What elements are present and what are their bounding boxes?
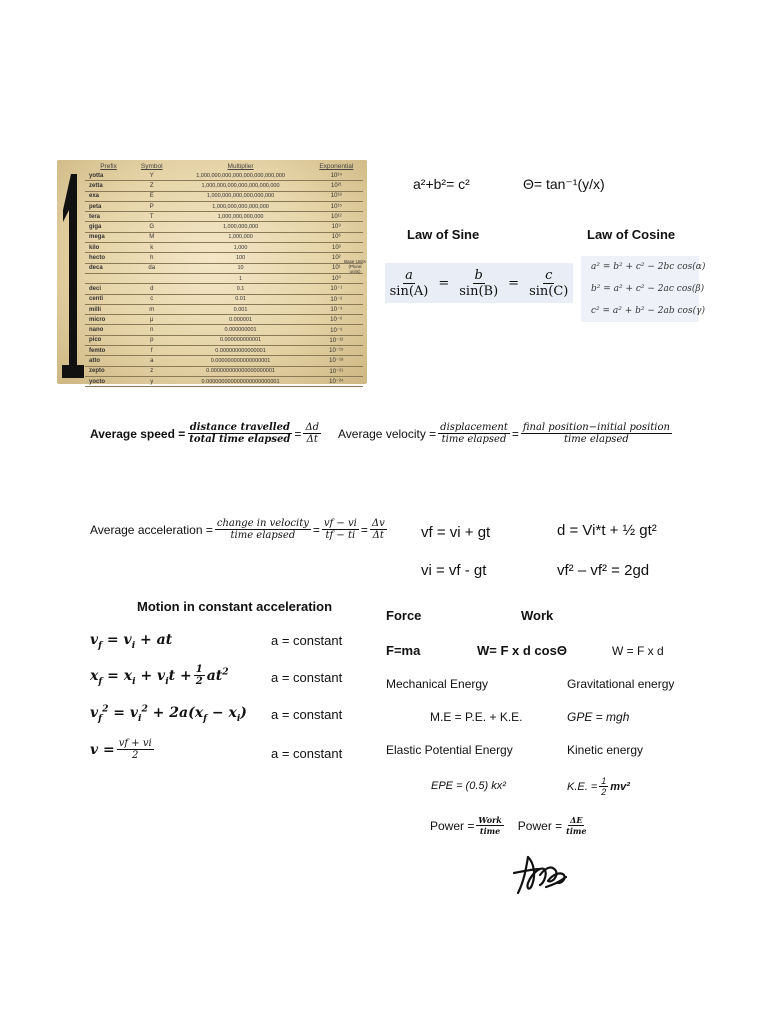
table-cell: 10⁻⁹: [310, 325, 363, 335]
table-row: [85, 315, 363, 325]
table-cell: deca: [85, 263, 132, 273]
table-cell: 1,000,000,000,000,000,000: [171, 191, 309, 201]
formula-label: Power =: [517, 818, 563, 833]
fraction-numerator: displacement: [440, 422, 508, 433]
table-cell: μ: [132, 315, 171, 325]
cosine-equation: a² = b² + c² − 2bc cos(α): [591, 262, 706, 272]
table-cell: 10¹⁸: [310, 191, 363, 201]
fraction-denominator: sin(C): [529, 283, 569, 299]
constant-acceleration-title: Motion in constant acceleration: [137, 599, 333, 614]
table-cell: 0.000000001: [171, 325, 309, 335]
table-cell: 10⁻²: [310, 294, 363, 304]
table-cell: kilo: [85, 243, 132, 253]
column-header: Symbol: [140, 163, 163, 170]
formula-label: Average velocity =: [338, 426, 437, 441]
table-cell: [132, 273, 171, 283]
table-cell: 100: [171, 253, 309, 263]
table-cell: Y: [132, 171, 171, 181]
table-cell: 10⁰: [310, 273, 363, 283]
gravitational-energy-heading: Gravitational energy: [567, 677, 675, 691]
table-cell: yotta: [85, 171, 132, 181]
theta-equation: [523, 176, 605, 193]
table-cell: 1,000,000,000: [171, 222, 309, 232]
table-cell: 10¹⁵: [310, 201, 363, 211]
table-cell: T: [132, 212, 171, 222]
table-row: [85, 263, 363, 273]
table-cell: giga: [85, 222, 132, 232]
force-equation: F=ma: [386, 643, 421, 658]
table-cell: 10³: [310, 243, 363, 253]
table-row: [85, 335, 363, 345]
constant-accel-eq-velocity: $v_f = v_i$ + at: [90, 632, 173, 651]
fraction-numerator: Δd: [305, 422, 320, 433]
table-cell: [85, 273, 132, 283]
handwritten-signature: [510, 853, 570, 897]
kinematics-equation-1: vf = vi + gt: [421, 524, 491, 541]
work-cos-equation: W= F x d cosΘ: [477, 643, 567, 658]
kinetic-energy-equation: [567, 776, 630, 797]
table-row: [85, 243, 363, 253]
fraction-numerator: a: [405, 267, 413, 283]
force-heading: Force: [386, 608, 422, 623]
fraction-denominator: time elapsed: [441, 434, 507, 445]
average-acceleration-formula: Average acceleration = $\frac{\text{change in velocity}}{\text{time elapsed}}$ = $\frac{vf - vi}{tf - ti}$ = $\frac{\Delta v}{\Delta t}$: [90, 518, 385, 541]
table-row: [85, 366, 363, 376]
power-equations: [430, 815, 590, 836]
table-cell: 10²⁴: [310, 171, 363, 181]
constant-label: a = constant: [271, 670, 343, 685]
law-of-sine-heading: Law of Sine: [407, 227, 480, 242]
kinetic-energy-heading: Kinetic energy: [567, 743, 644, 757]
table-cell: 1,000,000,000,000: [171, 212, 309, 222]
table-row: [85, 191, 363, 201]
table-cell: femto: [85, 346, 132, 356]
table-cell: 0.1: [171, 284, 309, 294]
formula-tail: mv²: [610, 780, 630, 793]
table-cell: zepto: [85, 366, 132, 376]
fraction-denominator: Δt: [306, 434, 318, 445]
elastic-energy-equation: EPE = (0.5) kx²: [431, 780, 506, 792]
work-simple-equation: W = F x d: [612, 644, 664, 658]
table-cell: Z: [132, 181, 171, 191]
column-header: Prefix: [100, 163, 117, 170]
table-cell: hecto: [85, 253, 132, 263]
table-row: [85, 284, 363, 294]
table-cell: k: [132, 243, 171, 253]
table-cell: 10⁻²¹: [310, 366, 363, 376]
constant-label: a = constant: [271, 633, 343, 648]
table-cell: 10⁻⁶: [310, 315, 363, 325]
law-of-sine-formula: $\frac{a}{\sin(A)}$ = $\frac{b}{\sin(B)}$ = $\frac{c}{\sin(C)}$: [385, 263, 573, 303]
equation-text: Θ= tan⁻¹(y/x): [523, 176, 605, 192]
fraction-denominator: Δt: [372, 530, 384, 541]
table-row: [85, 222, 363, 232]
table-cell: 1,000,000,000,000,000,000,000,000: [171, 171, 309, 181]
table-row: [85, 294, 363, 304]
table-cell: 0.000000000000001: [171, 346, 309, 356]
fraction-denominator: sin(B): [459, 283, 499, 299]
cosine-equation: b² = a² + c² − 2ac cos(β): [591, 284, 705, 294]
column-header: Multiplier: [227, 163, 254, 170]
table-cell: pico: [85, 335, 132, 345]
table-cell: yocto: [85, 376, 132, 386]
fraction-numerator: final position−initial position: [522, 422, 670, 433]
table-cell: 10: [171, 263, 309, 273]
table-cell: d: [132, 284, 171, 294]
table-cell: 0.000001: [171, 315, 309, 325]
fraction-denominator: time: [566, 826, 587, 836]
constant-accel-eq-velocity-squared: $v_f^2 = v_i^2 + 2a(x_f - x_i)$: [90, 703, 247, 724]
table-cell: da: [132, 263, 171, 273]
table-row: [85, 232, 363, 242]
table-row: [85, 253, 363, 263]
table-cell: mega: [85, 232, 132, 242]
table-cell: 10²¹: [310, 181, 363, 191]
fraction-denominator: time elapsed: [230, 530, 296, 541]
table-cell: nano: [85, 325, 132, 335]
table-cell: exa: [85, 191, 132, 201]
fraction-numerator: distance travelled: [189, 422, 290, 433]
law-of-cosine-heading: Law of Cosine: [587, 227, 676, 242]
table-row: [85, 304, 363, 314]
table-cell: deci: [85, 284, 132, 294]
table-cell: 0.000000000001: [171, 335, 309, 345]
fraction-numerator: change in velocity: [216, 518, 309, 529]
fraction-numerator: b: [474, 267, 483, 283]
fraction-numerator: 1: [601, 776, 607, 786]
table-cell: f: [132, 346, 171, 356]
table-cell: M: [132, 232, 171, 242]
elastic-energy-heading: Elastic Potential Energy: [386, 743, 513, 757]
fraction-denominator: tf − ti: [325, 530, 356, 541]
table-cell: 1,000,000,000,000,000,000,000: [171, 181, 309, 191]
pythagorean-theorem: [413, 176, 470, 192]
constant-accel-eq-average-velocity: v = $\frac{vf + vi}{2}$: [90, 738, 152, 761]
table-row: [85, 273, 363, 283]
table-row: [85, 212, 363, 222]
table-cell: 10⁻³: [310, 304, 363, 314]
work-heading: Work: [521, 608, 554, 623]
gravitational-energy-equation: GPE = mgh: [567, 710, 630, 724]
mechanical-energy-equation: M.E = P.E. + K.E.: [430, 710, 523, 724]
table-cell: atto: [85, 356, 132, 366]
constant-label: a = constant: [271, 707, 343, 722]
fraction-denominator: sin(A): [389, 283, 429, 299]
table-cell: 0.000000000000000000000001: [171, 376, 309, 386]
table-cell: tera: [85, 212, 132, 222]
table-cell: E: [132, 191, 171, 201]
table-cell: z: [132, 366, 171, 376]
constant-accel-eq-position: $x_f = x_i + v_it$ + $\frac{1}{2}$ $at^2$: [90, 664, 229, 687]
table-cell: peta: [85, 201, 132, 211]
fraction-denominator: total time elapsed: [189, 434, 291, 445]
table-row: [85, 171, 363, 181]
table-cell: 10⁹: [310, 222, 363, 232]
average-speed-formula: Average speed = $\frac{\text{distance travelled}}{\text{total time elapsed}}$ = $\frac{\Delta d}{\Delta t}$: [90, 422, 320, 445]
table-cell: y: [132, 376, 171, 386]
table-cell: 10⁶: [310, 232, 363, 242]
fraction-numerator: vf − vi: [323, 518, 357, 529]
table-cell: 10¹²: [310, 212, 363, 222]
table-cell: 0.01: [171, 294, 309, 304]
table-cell: 1,000,000,000,000,000: [171, 201, 309, 211]
table-cell: 1,000,000: [171, 232, 309, 242]
constant-label: a = constant: [271, 746, 343, 761]
table-cell: 10⁻¹: [310, 284, 363, 294]
prefix-table-panel: [57, 160, 367, 384]
table-row: [85, 346, 363, 356]
table-cell: G: [132, 222, 171, 232]
table-cell: m: [132, 304, 171, 314]
table-cell: P: [132, 201, 171, 211]
table-row: [85, 356, 363, 366]
table-cell: centi: [85, 294, 132, 304]
table-cell: 0.000000000000000001: [171, 356, 309, 366]
fraction-numerator: Δv: [371, 518, 385, 529]
fraction-numerator: vf + vi: [118, 738, 152, 749]
table-cell: 0.001: [171, 304, 309, 314]
table-row: [85, 376, 363, 386]
mechanical-energy-heading: Mechanical Energy: [386, 677, 489, 691]
table-row: [85, 325, 363, 335]
fraction-numerator: Work: [478, 815, 502, 825]
formula-label: Power =: [430, 818, 475, 833]
base-units-note: Base Units (Plural units): [344, 259, 366, 274]
numeral-one-graphic: [61, 170, 85, 378]
cosine-equation: c² = a² + b² − 2ab cos(γ): [591, 306, 705, 316]
law-of-cosine-formulas: [581, 256, 706, 322]
table-cell: a: [132, 356, 171, 366]
table-cell: 0.000000000000000000001: [171, 366, 309, 376]
column-header: Exponential: [319, 163, 354, 170]
table-cell: 10⁻²⁴: [310, 376, 363, 386]
table-row: [85, 181, 363, 191]
formula-label: K.E. =: [567, 780, 598, 793]
table-cell: zetta: [85, 181, 132, 191]
table-cell: 1: [171, 273, 309, 283]
average-velocity-formula: Average velocity = $\frac{\text{displacement}}{\text{time elapsed}}$ = $\frac{\text{final position−initial position}}{\text{time elapsed}}$: [338, 422, 670, 445]
table-row: [85, 201, 363, 211]
table-cell: 10²: [310, 253, 363, 263]
si-prefix-table: [85, 162, 363, 387]
fraction-denominator: time elapsed: [564, 434, 629, 445]
table-cell: milli: [85, 304, 132, 314]
formula-label: Average speed =: [90, 426, 186, 441]
fraction-denominator: 2: [132, 750, 139, 761]
table-cell: 10¹: [310, 263, 363, 273]
table-cell: 10⁻¹⁵: [310, 346, 363, 356]
table-cell: 1,000: [171, 243, 309, 253]
table-cell: 10⁻¹²: [310, 335, 363, 345]
table-cell: n: [132, 325, 171, 335]
fraction-numerator: ΔE: [570, 815, 583, 825]
kinematics-equation-2: d = Vi*t + ½ gt²: [557, 522, 657, 539]
table-cell: h: [132, 253, 171, 263]
table-cell: c: [132, 294, 171, 304]
kinematics-equation-4: vf² – vf² = 2gd: [557, 562, 650, 579]
table-cell: micro: [85, 315, 132, 325]
equation-text: a²+b²= c²: [413, 176, 470, 192]
fraction-denominator: time: [479, 826, 501, 836]
fraction-numerator: c: [545, 267, 553, 283]
kinematics-equation-3: vi = vf - gt: [421, 562, 487, 579]
table-cell: p: [132, 335, 171, 345]
formula-label: Average acceleration =: [90, 522, 213, 537]
fraction-denominator: 2: [601, 787, 607, 797]
table-cell: 10⁻¹⁸: [310, 356, 363, 366]
